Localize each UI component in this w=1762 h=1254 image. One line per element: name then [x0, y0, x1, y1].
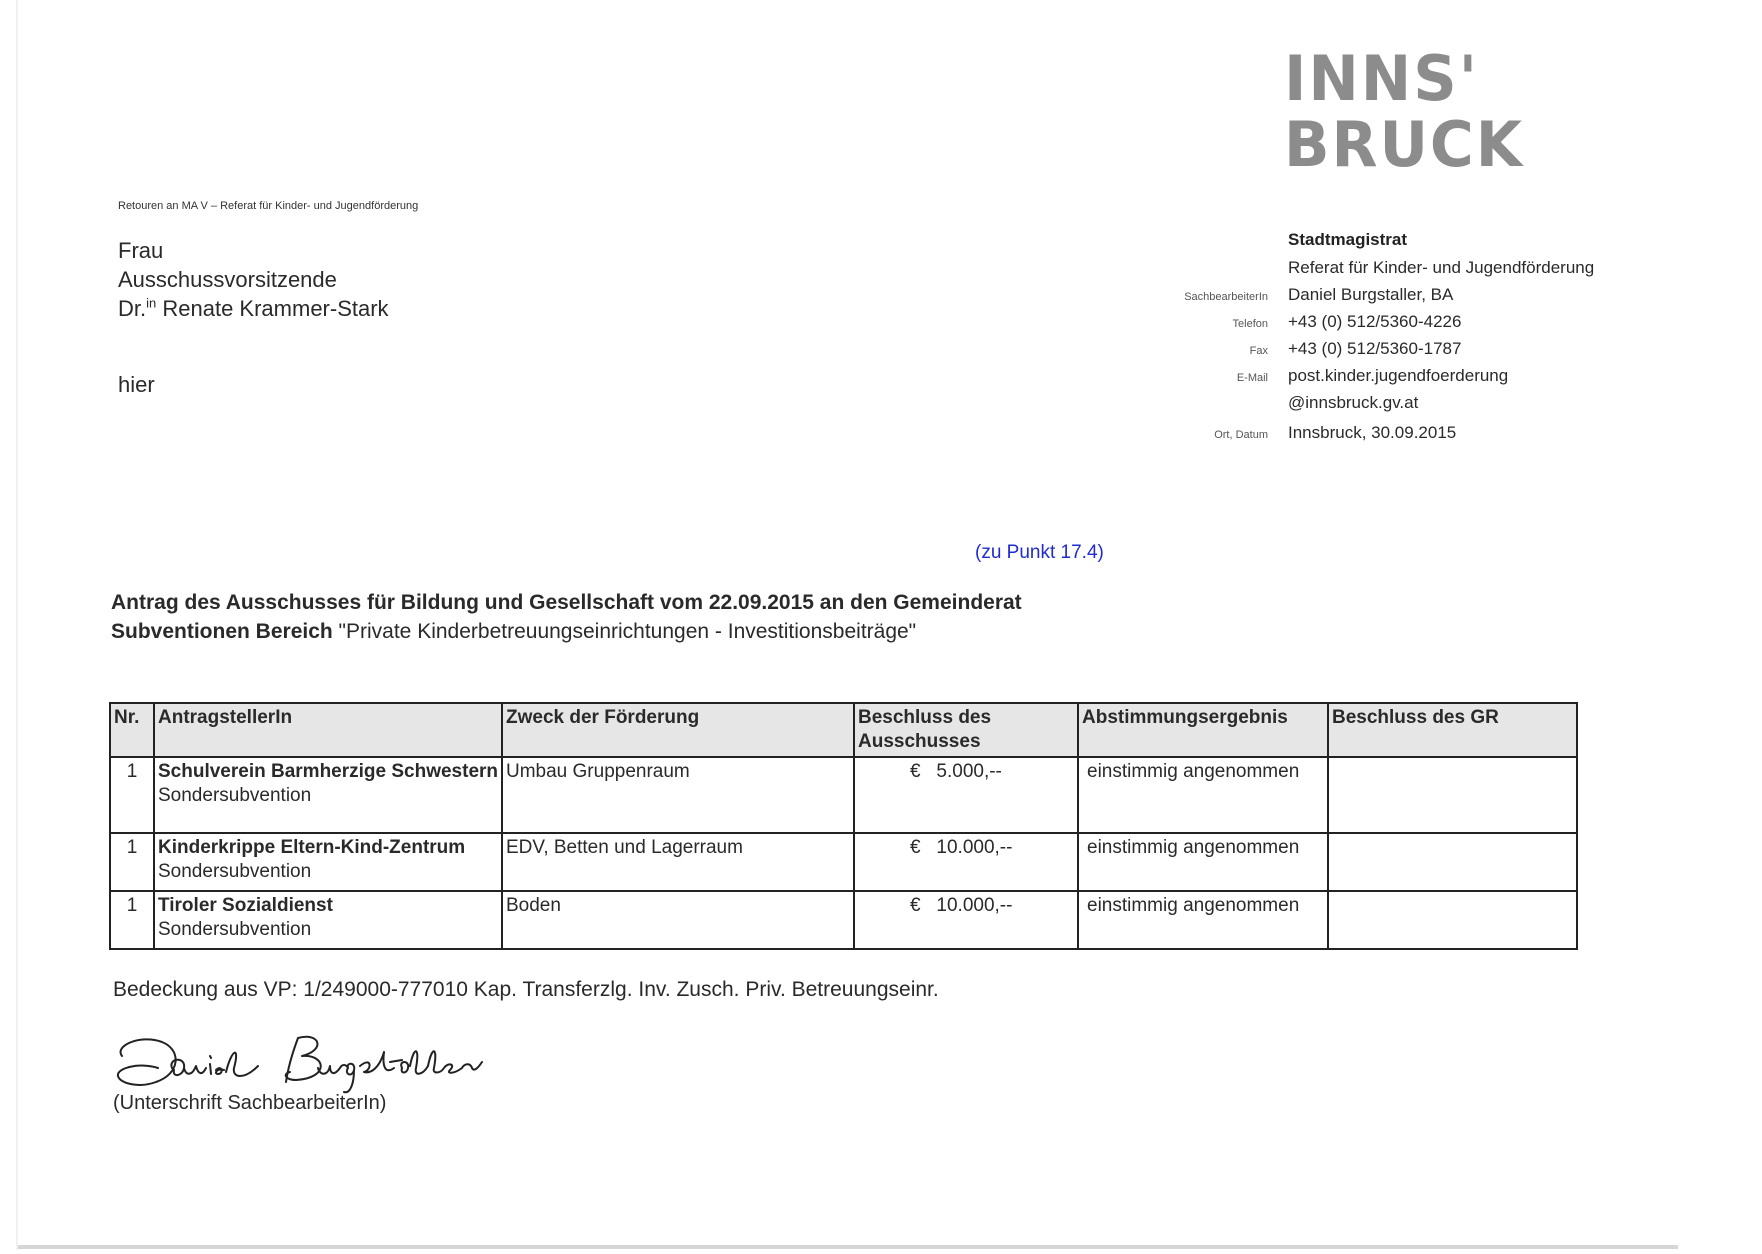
- cell-applicant: [154, 891, 502, 949]
- column-header-council-decision: Beschluss des GR: [1328, 703, 1577, 757]
- column-header-vote-result: Abstimmungsergebnis: [1078, 703, 1328, 757]
- info-row-phone: [1050, 312, 1650, 336]
- page-edge-left: [16, 0, 18, 1250]
- column-header-applicant: AntragstellerIn: [154, 703, 502, 757]
- info-value: Innsbruck, 30.09.2015: [1288, 423, 1457, 442]
- info-label: SachbearbeiterIn: [1184, 291, 1268, 303]
- applicant-name: Tiroler Sozialdienst: [158, 895, 333, 916]
- info-row-place-date: [1050, 423, 1650, 447]
- subject-block: [111, 588, 1022, 646]
- sender-office: Stadtmagistrat: [1288, 230, 1408, 249]
- cell-council-decision: [1328, 757, 1577, 833]
- recipient-title-prefix: Dr.: [118, 296, 147, 321]
- column-header-committee-decision: Beschluss des Ausschusses: [854, 703, 1078, 757]
- cell-vote-result: einstimmig angenommen: [1078, 833, 1328, 891]
- cell-applicant: [154, 833, 502, 891]
- applicant-name: Schulverein Barmherzige Schwestern: [158, 761, 499, 782]
- recipient-block: [118, 236, 389, 323]
- table-row: [110, 757, 1577, 833]
- column-header-nr: Nr.: [110, 703, 154, 757]
- subject-line-2: [111, 617, 1022, 646]
- budget-coverage: Bedeckung aus VP: 1/249000-777010 Kap. Transferzlg. Inv. Zusch. Priv. Betreuungseinr.: [113, 978, 939, 1001]
- table-row: [110, 833, 1577, 891]
- info-value: +43 (0) 512/5360-1787: [1288, 339, 1462, 358]
- recipient-role: Ausschussvorsitzende: [118, 267, 337, 292]
- page-edge-bottom: [18, 1245, 1678, 1249]
- recipient-location: hier: [118, 372, 155, 397]
- cell-vote-result: einstimmig angenommen: [1078, 891, 1328, 949]
- cell-nr: 1: [110, 757, 154, 833]
- recipient-salutation: Frau: [118, 238, 164, 263]
- column-header-purpose: Zweck der Förderung: [502, 703, 854, 757]
- cell-purpose: Boden: [502, 891, 854, 949]
- cell-amount: € 10.000,--: [854, 891, 1078, 949]
- cell-amount: € 5.000,--: [854, 757, 1078, 833]
- subject-program: "Private Kinderbetreuungseinrichtungen - Investitionsbeiträge": [332, 620, 917, 643]
- info-row-officer: [1050, 285, 1650, 309]
- applicant-type: Sondersubvention: [158, 919, 312, 940]
- svg-text:INNS': INNS': [1284, 48, 1479, 115]
- signature-caption: (Unterschrift SachbearbeiterIn): [113, 1092, 387, 1114]
- applicant-type: Sondersubvention: [158, 785, 312, 806]
- applicant-type: Sondersubvention: [158, 861, 312, 882]
- info-row-email: [1050, 366, 1650, 390]
- cell-purpose: EDV, Betten und Lagerraum: [502, 833, 854, 891]
- info-row-fax: [1050, 339, 1650, 363]
- info-value: @innsbruck.gv.at: [1288, 393, 1419, 412]
- return-address: Retouren an MA V – Referat für Kinder- und Jugendförderung: [118, 200, 419, 212]
- cell-purpose: Umbau Gruppenraum: [502, 757, 854, 833]
- recipient-name-line: [118, 294, 389, 323]
- applicant-name: Kinderkrippe Eltern-Kind-Zentrum: [158, 837, 466, 858]
- handwritten-signature: [110, 1028, 510, 1098]
- innsbruck-logo: [1284, 48, 1544, 178]
- subject-area: Subventionen Bereich: [111, 620, 333, 643]
- table-header-row: [110, 703, 1577, 757]
- info-label: Fax: [1249, 345, 1268, 357]
- table-row: [110, 891, 1577, 949]
- recipient-title-suffix: in: [146, 295, 157, 311]
- cell-vote-result: einstimmig angenommen: [1078, 757, 1328, 833]
- info-label: E-Mail: [1236, 372, 1268, 384]
- svg-text:BRUCK: BRUCK: [1284, 108, 1524, 178]
- subject-line-1: Antrag des Ausschusses für Bildung und Gesellschaft vom 22.09.2015 an den Gemeinderat: [111, 591, 1022, 614]
- cell-nr: 1: [110, 833, 154, 891]
- cell-amount: € 10.000,--: [854, 833, 1078, 891]
- info-value: +43 (0) 512/5360-4226: [1288, 312, 1462, 331]
- info-value: Daniel Burgstaller, BA: [1288, 285, 1454, 304]
- info-row-email-domain: [1050, 393, 1650, 417]
- cell-applicant: [154, 757, 502, 833]
- cell-nr: 1: [110, 891, 154, 949]
- reference-note: (zu Punkt 17.4): [975, 542, 1104, 563]
- sender-department: Referat für Kinder- und Jugendförderung: [1288, 258, 1595, 277]
- info-value: post.kinder.jugendfoerderung: [1288, 366, 1509, 385]
- recipient-name: Renate Krammer-Stark: [162, 296, 389, 321]
- info-label: Telefon: [1232, 318, 1268, 330]
- cell-council-decision: [1328, 891, 1577, 949]
- cell-council-decision: [1328, 833, 1577, 891]
- subsidy-table: [109, 702, 1578, 950]
- info-label: Ort, Datum: [1214, 429, 1268, 441]
